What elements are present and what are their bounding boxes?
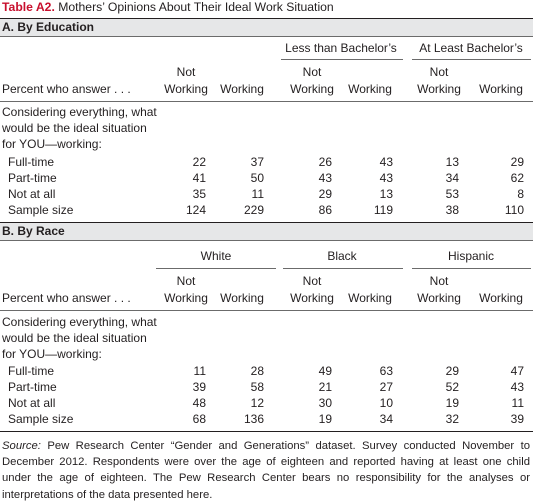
table-cell: 63 [379,364,393,378]
table-cell: 49 [318,364,332,378]
column-header: Working [348,291,392,305]
header-rule [0,101,533,102]
table-cell: 43 [510,380,524,394]
section-a-rule [0,36,533,37]
table-cell: 52 [445,380,459,394]
table-cell: 26 [318,155,332,169]
group-header: Hispanic [447,249,495,263]
row-label: Full-time [8,155,55,169]
group-header: Less than Bachelor’s [285,41,397,55]
column-header: Not [429,65,449,79]
row-lead: Percent who answer . . . [2,291,131,305]
column-header: Not [429,274,449,288]
table-cell: 8 [517,187,524,201]
section-b-rule [0,240,533,241]
table-cell: 34 [445,171,459,185]
table-cell: 43 [379,155,393,169]
question-line: would be the ideal situation [2,331,147,345]
table-cell: 43 [318,171,332,185]
header-rule [0,310,533,311]
question-line: Considering everything, what [2,105,157,119]
table-cell: 27 [379,380,393,394]
column-header: Working [164,82,208,96]
table-cell: 13 [445,155,459,169]
row-label: Part-time [8,171,57,185]
table-caption: Mothers’ Opinions About Their Ideal Work Situation [54,0,334,14]
column-header: Working [479,291,523,305]
group-header: At Least Bachelor’s [419,41,523,55]
table-cell: 110 [504,203,524,217]
column-header: Not [302,274,322,288]
table-cell: 68 [192,412,206,426]
row-label: Sample size [8,203,74,217]
group-underline [281,59,403,60]
row-label: Full-time [8,364,55,378]
column-header: Working [220,291,264,305]
row-label: Not at all [8,187,56,201]
section-a-title: A. By Education [2,20,95,34]
table-cell: 12 [250,396,264,410]
table-cell: 13 [379,187,393,201]
table-cell: 11 [193,364,206,378]
table-cell: 62 [510,171,524,185]
table-cell: 10 [379,396,393,410]
question-line: for YOU—working: [2,347,102,361]
table-number: Table A2. [2,0,55,14]
column-header: Working [417,291,461,305]
column-header: Not [176,274,196,288]
table-cell: 136 [243,412,264,426]
table-cell: 30 [318,396,332,410]
table-cell: 39 [192,380,206,394]
table-cell: 41 [192,171,206,185]
table-cell: 86 [318,203,332,217]
table-title [2,0,334,15]
column-header: Working [290,82,334,96]
column-header: Working [290,291,334,305]
table-cell: 124 [185,203,206,217]
section-b-title: B. By Race [2,224,65,238]
table-cell: 29 [318,187,332,201]
table-cell: 22 [192,155,206,169]
table-cell: 32 [445,412,459,426]
table-cell: 47 [510,364,524,378]
group-underline [283,268,403,269]
group-underline [412,59,531,60]
group-header: Black [327,249,357,263]
question-line: for YOU—working: [2,137,102,151]
table-cell: 43 [379,171,393,185]
row-label: Not at all [8,396,56,410]
table-cell: 11 [251,187,264,201]
table-cell: 34 [379,412,393,426]
group-underline [412,268,531,269]
table-cell: 19 [445,396,459,410]
group-underline [156,268,276,269]
source-text: Pew Research Center “Gender and Generations” dataset. Survey conducted November to December 2012. Respondents were over the age of eighteen and reported having at least one child under the age of eighteen. The Pew Research Center bears no responsibility for the analyses or interpretations of the data presented here. [2,440,530,501]
table-cell: 50 [250,171,264,185]
table-cell: 19 [318,412,332,426]
table-bottom-rule [0,431,533,432]
column-header: Not [176,65,196,79]
table-cell: 35 [192,187,206,201]
table-cell: 39 [510,412,524,426]
column-header: Working [417,82,461,96]
table-cell: 48 [192,396,206,410]
group-header: White [200,249,232,263]
table-cell: 119 [373,203,393,217]
table-cell: 28 [250,364,264,378]
table-cell: 29 [445,364,459,378]
section-b-bar [0,223,533,240]
question-line: Considering everything, what [2,315,157,329]
row-label: Part-time [8,380,57,394]
table-cell: 58 [250,380,264,394]
column-header: Working [348,82,392,96]
column-header: Working [220,82,264,96]
table-cell: 229 [243,203,264,217]
source-note [2,438,530,503]
row-label: Sample size [8,412,74,426]
table-cell: 29 [510,155,524,169]
table-cell: 11 [511,396,524,410]
table-cell: 53 [445,187,459,201]
table-cell: 37 [250,155,264,169]
column-header: Working [479,82,523,96]
column-header: Working [164,291,208,305]
column-header: Not [302,65,322,79]
source-label: Source: [2,440,41,452]
table-cell: 38 [445,203,459,217]
row-lead: Percent who answer . . . [2,82,131,96]
question-line: would be the ideal situation [2,121,147,135]
table-cell: 21 [318,380,332,394]
section-a-bar [0,19,533,36]
